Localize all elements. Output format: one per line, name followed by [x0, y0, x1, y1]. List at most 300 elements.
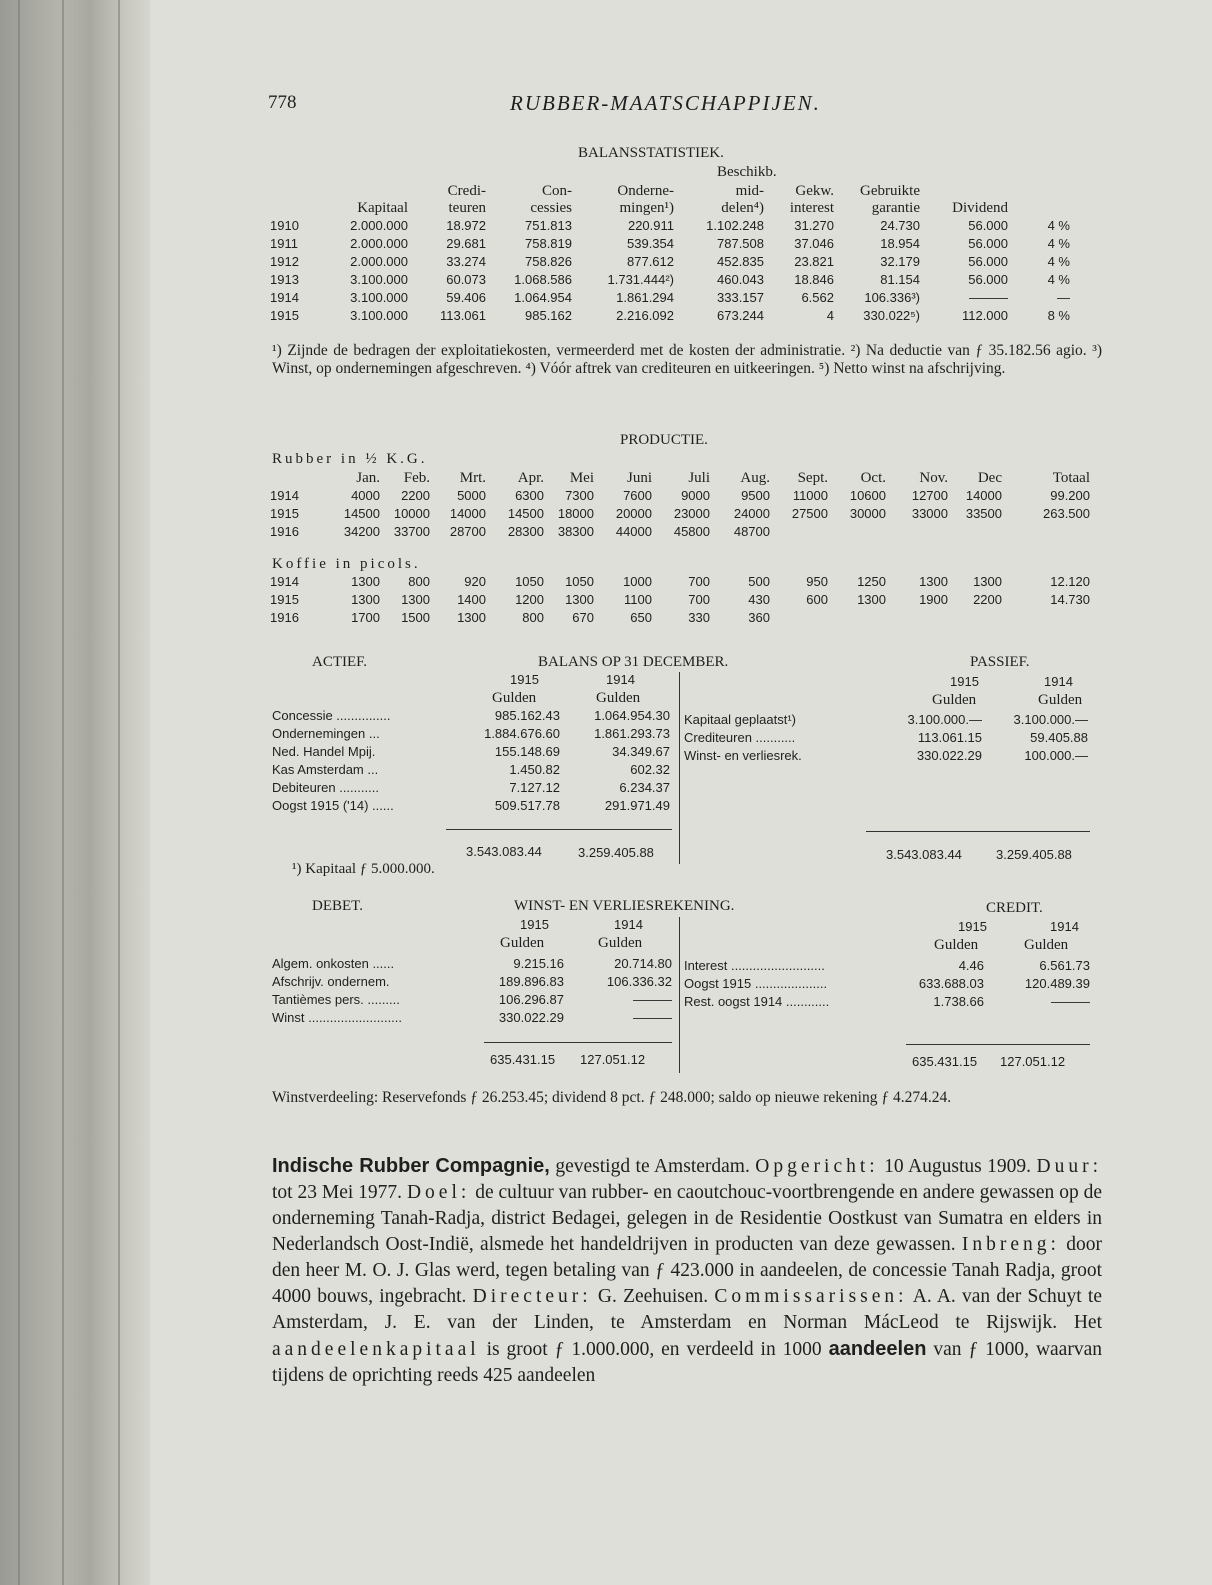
- field-label: aandeelenkapitaal: [272, 1339, 480, 1360]
- table-cell: 1.064.954.30: [594, 708, 670, 723]
- row-label: 1911: [270, 236, 298, 251]
- table-cell: 112.000: [961, 308, 1008, 323]
- table-cell: 600: [806, 592, 828, 607]
- table-cell: 1.068.586: [514, 272, 572, 287]
- table-cell: 9000: [681, 488, 710, 503]
- table-cell: ———: [633, 1010, 672, 1025]
- table-cell: 120.489.39: [1024, 976, 1090, 991]
- table-cell: 7600: [623, 488, 652, 503]
- table-cell: 81.154: [880, 272, 920, 287]
- table-cell: 4 %: [1047, 218, 1070, 233]
- column-divider: [679, 672, 680, 864]
- row-label: Algem. onkosten ......: [272, 956, 395, 971]
- table-cell: 291.971.49: [604, 798, 670, 813]
- passief-total-1914: 3.259.405.88: [996, 847, 1072, 862]
- credit-table: [684, 957, 1090, 1011]
- balans-year-1914-right: 1914: [1044, 674, 1073, 689]
- table-row: [270, 487, 1090, 505]
- table-cell: 1.884.676.60: [484, 726, 560, 741]
- table-cell: 1250: [857, 574, 886, 589]
- row-label: Tantièmes pers. .........: [272, 992, 400, 1007]
- table-cell: 460.043: [717, 272, 764, 287]
- text-run: tot 23 Mei 1977.: [272, 1182, 407, 1203]
- table-cell: 48700: [733, 524, 770, 539]
- table-cell: 787.508: [717, 236, 764, 251]
- column-header: Juli: [688, 470, 710, 486]
- company-name: Indische Rubber Compagnie,: [272, 1155, 550, 1177]
- company-description: [272, 1153, 1102, 1389]
- table-row: [270, 253, 1070, 271]
- table-row: [270, 573, 1090, 591]
- text-run: van ƒ 1000, waarvan tijdens de oprichting reeds 425 aandeelen: [272, 1339, 1102, 1386]
- winstverdeeling: Winstverdeeling: Reservefonds ƒ 26.253.45; dividend 8 pct. ƒ 248.000; saldo op nieuwe rekening ƒ 4.274.24.: [272, 1089, 952, 1106]
- table-cell: 7300: [565, 488, 594, 503]
- debet-total-1915: 635.431.15: [490, 1052, 556, 1067]
- table-row: [270, 235, 1070, 253]
- table-cell: 3.100.000: [350, 272, 408, 287]
- row-label: Interest ..........................: [684, 958, 825, 973]
- column-header: [1008, 200, 1070, 217]
- table-cell: 18.846: [794, 272, 834, 287]
- table-cell: 1.102.248: [706, 218, 764, 233]
- total-rule: [446, 829, 672, 830]
- row-label: Oogst 1915 ('14) ......: [272, 798, 394, 813]
- table-cell: 1.861.293.73: [594, 726, 670, 741]
- table-cell: 29.681: [446, 236, 486, 251]
- table-cell: 11000: [792, 488, 828, 503]
- table-cell: 758.819: [525, 236, 572, 251]
- table-cell: 1900: [919, 592, 948, 607]
- table-cell: 877.612: [627, 254, 674, 269]
- table-cell: 33000: [911, 506, 948, 521]
- table-cell: 34200: [343, 524, 380, 539]
- row-label: 1912: [270, 254, 299, 269]
- table-cell: 189.896.83: [498, 974, 564, 989]
- table-cell: [828, 523, 886, 541]
- text-run: gevestigd te Amsterdam.: [549, 1156, 756, 1177]
- table-cell: 1300: [565, 592, 594, 607]
- column-header: Mei: [569, 470, 594, 486]
- table-row: [270, 609, 1090, 627]
- table-cell: 1300: [973, 574, 1002, 589]
- table-cell: 4.46: [958, 958, 984, 973]
- table-cell: 6300: [515, 488, 544, 503]
- table-cell: 3.100.000: [350, 308, 408, 323]
- table-cell: 100.000.—: [1024, 748, 1088, 763]
- row-label: 1915: [270, 308, 299, 323]
- table-row: [272, 955, 672, 973]
- balans-unit: Gulden: [596, 690, 641, 706]
- table-cell: 330.022.29: [498, 1010, 564, 1025]
- column-header: mingen¹): [619, 200, 674, 216]
- table-cell: 38300: [557, 524, 594, 539]
- table-cell: 430: [748, 592, 770, 607]
- passief-table: [684, 711, 1088, 765]
- table-cell: 700: [688, 592, 710, 607]
- table-cell: 500: [748, 574, 770, 589]
- table-cell: 985.162.43: [494, 708, 560, 723]
- table-cell: 113.061: [439, 308, 486, 323]
- field-label: Opgericht:: [755, 1156, 879, 1177]
- table-cell: 31.270: [794, 218, 834, 233]
- table-row: [684, 975, 1090, 993]
- actief-total-1915: 3.543.083.44: [466, 844, 542, 859]
- table-cell: 2.000.000: [350, 218, 408, 233]
- table-cell: 9500: [741, 488, 770, 503]
- table-cell: 28700: [449, 524, 486, 539]
- table-cell: [770, 609, 828, 627]
- balansstatistiek-table: [270, 183, 1070, 325]
- table-cell: 20000: [615, 506, 652, 521]
- row-label: 1913: [270, 272, 299, 287]
- winst-unit: Gulden: [598, 935, 643, 951]
- row-label: 1915: [270, 592, 299, 607]
- table-row: [270, 289, 1070, 307]
- table-cell: 113.061.15: [917, 730, 982, 745]
- table-cell: 800: [408, 574, 430, 589]
- table-cell: 1700: [351, 610, 380, 625]
- table-cell: 56.000: [968, 218, 1008, 233]
- table-cell: 650: [630, 610, 652, 625]
- rubber-label: Rubber in ½ K.G.: [272, 451, 428, 467]
- table-cell: 1.064.954: [514, 290, 572, 305]
- page-number: 778: [268, 92, 297, 113]
- table-row: [684, 711, 1088, 729]
- spine-edge: [62, 0, 64, 1585]
- table-cell: 24000: [733, 506, 770, 521]
- text-run: is groot ƒ 1.000.000, en verdeeld in 1000: [479, 1339, 829, 1360]
- balans-year-1915: 1915: [510, 672, 539, 687]
- productie-title: PRODUCTIE.: [620, 432, 708, 448]
- table-cell: 452.835: [717, 254, 764, 269]
- table-row: [270, 505, 1090, 523]
- balans-unit: Gulden: [1038, 692, 1083, 708]
- table-cell: 7.127.12: [509, 780, 560, 795]
- column-header: Totaal: [1052, 470, 1090, 486]
- table-row: [272, 761, 670, 779]
- rubber-production-table: [270, 470, 1090, 541]
- table-cell: 28300: [507, 524, 544, 539]
- row-label: 1916: [270, 610, 299, 625]
- koffie-label: Koffie in picols.: [272, 556, 421, 572]
- table-cell: 1300: [351, 592, 380, 607]
- table-cell: 950: [806, 574, 828, 589]
- table-cell: 751.813: [525, 218, 572, 233]
- balans-title: BALANS OP 31 DECEMBER.: [538, 654, 729, 670]
- table-cell: 330: [688, 610, 710, 625]
- balans-footnote: ¹) Kapitaal ƒ 5.000.000.: [292, 861, 435, 877]
- text-run: door den heer M. O. J. Glas werd, tegen betaling van ƒ 423.000 in aandeelen, de concessie Tanah Radja, groot 4000 bouws, ingebracht.: [272, 1234, 1103, 1307]
- column-header: Dividend: [952, 200, 1008, 216]
- table-cell: 1050: [515, 574, 544, 589]
- table-cell: 44000: [615, 524, 652, 539]
- column-header: Mrt.: [459, 470, 486, 486]
- table-cell: ———: [1051, 994, 1090, 1009]
- field-label: Commissarissen:: [714, 1286, 908, 1307]
- column-header: Apr.: [517, 470, 544, 486]
- table-cell: 4 %: [1047, 272, 1070, 287]
- table-cell: 670: [572, 610, 594, 625]
- debet-table: [272, 955, 672, 1027]
- text-run: A. A. van der Schuyt te Amsterdam, J. E. van der Linden, te Amsterdam en Norman MácLeod te Rijswijk. Het: [272, 1286, 1102, 1333]
- table-cell: 4: [826, 308, 834, 323]
- balans-year-1915-right: 1915: [950, 674, 979, 689]
- table-cell: ———: [969, 290, 1008, 305]
- row-label: Ondernemingen ...: [272, 726, 380, 741]
- table-cell: 3.100.000.—: [1013, 712, 1088, 727]
- table-cell: ———: [633, 992, 672, 1007]
- table-cell: 985.162: [525, 308, 572, 323]
- column-header: teuren: [448, 200, 486, 216]
- table-cell: 32.179: [880, 254, 920, 269]
- table-cell: 1.738.66: [933, 994, 984, 1009]
- table-cell: 700: [688, 574, 710, 589]
- column-header: Juni: [626, 470, 652, 486]
- table-cell: 633.688.03: [918, 976, 984, 991]
- table-cell: 602.32: [630, 762, 670, 777]
- table-cell: 1.861.294: [616, 290, 674, 305]
- table-cell: 1050: [565, 574, 594, 589]
- row-label: Kapitaal geplaatst¹): [684, 712, 797, 727]
- table-cell: 4 %: [1047, 236, 1070, 251]
- table-cell: [948, 609, 1002, 627]
- row-label: Winst ..........................: [272, 1010, 403, 1025]
- credit-total-1914: 127.051.12: [1000, 1054, 1066, 1069]
- table-cell: 2200: [401, 488, 430, 503]
- table-cell: 2.000.000: [350, 236, 408, 251]
- balansstatistiek-footnote: ¹) Zijnde de bedragen der exploitatiekosten, vermeerderd met de kosten der administratie. ²) Na deductie van ƒ 35.182.56 agio. ³) Winst, op ondernemingen afgeschreven. ⁴) Vóór aftrek van crediteuren en uitkeeringen. ⁵) Netto winst na afschrijving.: [272, 342, 1102, 377]
- table-cell: 18000: [557, 506, 594, 521]
- column-header: [270, 470, 322, 487]
- column-header: Gebruikte: [860, 183, 920, 199]
- table-row: [270, 271, 1070, 289]
- table-row: [272, 725, 670, 743]
- table-row: [684, 747, 1088, 765]
- table-cell: [886, 609, 948, 627]
- table-cell: 23000: [673, 506, 710, 521]
- text-run: de cultuur van rubber- en caoutchouc-voortbrengende en andere gewassen op de onderneming Tanah-Radja, district Bedagei, gelegen in de Residentie Oostkust van Sumatra en elders in Nederlandsch Oost-Indië, alsmede het handeldrijven in producten van deze gewassen.: [272, 1182, 1103, 1255]
- table-row: [272, 779, 670, 797]
- book-spine: [0, 0, 150, 1585]
- table-cell: 14000: [449, 506, 486, 521]
- column-header: delen⁴): [721, 200, 764, 216]
- table-cell: 45800: [673, 524, 710, 539]
- column-header: garantie: [871, 200, 920, 216]
- column-header: Con-: [542, 183, 572, 199]
- table-cell: 106.296.87: [498, 992, 564, 1007]
- table-cell: 1300: [919, 574, 948, 589]
- table-cell: 360: [748, 610, 770, 625]
- total-rule: [484, 1042, 672, 1043]
- column-header: Onderne-: [617, 183, 674, 199]
- winst-unit: Gulden: [500, 935, 545, 951]
- table-cell: —: [1057, 290, 1070, 305]
- table-cell: 1300: [401, 592, 430, 607]
- column-header: Oct.: [860, 470, 886, 486]
- winst-title: WINST- EN VERLIESREKENING.: [514, 898, 735, 914]
- table-cell: 18.972: [446, 218, 486, 233]
- column-header: Credi-: [447, 183, 486, 199]
- table-cell: 1400: [457, 592, 486, 607]
- table-cell: 34.349.67: [612, 744, 670, 759]
- table-cell: 14500: [343, 506, 380, 521]
- table-cell: 4 %: [1047, 254, 1070, 269]
- passief-total-1915: 3.543.083.44: [886, 847, 962, 862]
- spine-edge: [118, 0, 120, 1585]
- table-cell: 2.216.092: [616, 308, 674, 323]
- total-rule: [906, 1044, 1090, 1045]
- text-run: G. Zeehuisen.: [591, 1286, 715, 1307]
- table-cell: 14000: [965, 488, 1002, 503]
- table-cell: 56.000: [968, 254, 1008, 269]
- winst-unit: Gulden: [934, 937, 979, 953]
- row-label: 1914: [270, 290, 299, 305]
- table-cell: 10600: [849, 488, 886, 503]
- table-cell: 1300: [457, 610, 486, 625]
- balans-unit: Gulden: [932, 692, 977, 708]
- row-label: Afschrijv. ondernem.: [272, 974, 390, 989]
- table-row: [270, 307, 1070, 325]
- table-cell: 1300: [351, 574, 380, 589]
- table-cell: 330.022⁵): [863, 308, 920, 323]
- column-header: cessies: [530, 200, 572, 216]
- debet-total-1914: 127.051.12: [580, 1052, 646, 1067]
- row-label: 1914: [270, 488, 299, 503]
- table-cell: 9.215.16: [513, 956, 564, 971]
- winst-year-1915: 1915: [520, 917, 549, 932]
- passief-title: PASSIEF.: [970, 654, 1030, 670]
- table-cell: 37.046: [794, 236, 834, 251]
- winst-unit: Gulden: [1024, 937, 1069, 953]
- table-cell: 33.274: [446, 254, 486, 269]
- winst-year-1914: 1914: [614, 917, 643, 932]
- table-header-row: [270, 200, 1070, 217]
- table-cell: [948, 523, 1002, 541]
- credit-title: CREDIT.: [986, 900, 1043, 916]
- table-cell: 10000: [393, 506, 430, 521]
- table-cell: 1300: [857, 592, 886, 607]
- column-header: [270, 200, 326, 217]
- row-label: Crediteuren ...........: [684, 730, 796, 745]
- table-cell: 2200: [973, 592, 1002, 607]
- table-cell: 1000: [623, 574, 652, 589]
- table-header-row: [270, 183, 1070, 200]
- table-cell: 800: [522, 610, 544, 625]
- table-header-row: [270, 470, 1090, 487]
- table-cell: 5000: [457, 488, 486, 503]
- column-header: Jan.: [356, 470, 380, 486]
- table-cell: 18.954: [880, 236, 920, 251]
- table-cell: 673.244: [717, 308, 764, 323]
- row-label: Kas Amsterdam ...: [272, 762, 379, 777]
- table-cell: [1002, 523, 1090, 541]
- column-header: Kapitaal: [357, 200, 408, 216]
- column-header: [1008, 183, 1070, 200]
- debet-title: DEBET.: [312, 898, 363, 914]
- table-cell: 1500: [401, 610, 430, 625]
- row-label: Concessie ...............: [272, 708, 391, 723]
- table-row: [272, 991, 672, 1009]
- spine-edge: [18, 0, 20, 1585]
- table-row: [270, 217, 1070, 235]
- table-row: [684, 957, 1090, 975]
- table-cell: 3.100.000: [350, 290, 408, 305]
- table-cell: [828, 609, 886, 627]
- table-cell: 20.714.80: [614, 956, 672, 971]
- table-cell: 59.405.88: [1030, 730, 1088, 745]
- row-label: Debiteuren ...........: [272, 780, 379, 795]
- table-row: [270, 523, 1090, 541]
- table-cell: 56.000: [968, 272, 1008, 287]
- table-row: [684, 993, 1090, 1011]
- table-cell: 3.100.000.—: [907, 712, 982, 727]
- table-cell: 30000: [849, 506, 886, 521]
- beschikb-header: Beschikb.: [717, 164, 777, 180]
- row-label: Rest. oogst 1914 ............: [684, 994, 830, 1009]
- column-header: [920, 183, 1008, 200]
- table-cell: 1100: [624, 592, 652, 607]
- aandeelen-label: aandeelen: [828, 1338, 927, 1360]
- balans-unit: Gulden: [492, 690, 537, 706]
- actief-total-1914: 3.259.405.88: [578, 845, 654, 860]
- table-cell: 220.911: [627, 218, 674, 233]
- table-row: [272, 743, 670, 761]
- table-cell: 1.731.444²): [607, 272, 674, 287]
- winst-year-1914-right: 1914: [1050, 919, 1079, 934]
- balans-year-1914: 1914: [606, 672, 635, 687]
- field-label: Duur:: [1036, 1156, 1102, 1177]
- row-label: 1916: [270, 524, 299, 539]
- table-cell: 539.354: [627, 236, 674, 251]
- row-label: 1914: [270, 574, 299, 589]
- column-header: [326, 183, 408, 200]
- actief-title: ACTIEF.: [312, 654, 368, 670]
- table-cell: 920: [464, 574, 486, 589]
- actief-table: [272, 707, 670, 815]
- table-cell: 8 %: [1047, 308, 1070, 323]
- total-rule: [866, 831, 1090, 832]
- table-cell: 106.336³): [864, 290, 920, 305]
- row-label: 1915: [270, 506, 299, 521]
- table-cell: 1.450.82: [509, 762, 560, 777]
- table-cell: 155.148.69: [494, 744, 560, 759]
- table-cell: [1002, 609, 1090, 627]
- column-divider: [679, 917, 680, 1073]
- column-header: [270, 183, 326, 200]
- column-header: Dec: [977, 470, 1002, 486]
- table-row: [272, 973, 672, 991]
- field-label: Directeur:: [472, 1286, 592, 1307]
- table-cell: 333.157: [717, 290, 764, 305]
- table-cell: [886, 523, 948, 541]
- table-row: [272, 707, 670, 725]
- table-cell: 2.000.000: [350, 254, 408, 269]
- table-cell: 509.517.78: [494, 798, 560, 813]
- column-header: interest: [789, 200, 834, 216]
- table-cell: 6.562: [801, 290, 834, 305]
- table-cell: 14500: [507, 506, 544, 521]
- table-cell: 56.000: [968, 236, 1008, 251]
- table-cell: 23.821: [794, 254, 834, 269]
- running-title: RUBBER-MAATSCHAPPIJEN.: [510, 91, 821, 115]
- table-cell: 33700: [393, 524, 430, 539]
- table-cell: 263.500: [1043, 506, 1090, 521]
- field-label: Doel:: [406, 1182, 471, 1203]
- column-header: Aug.: [740, 470, 770, 486]
- table-cell: 12700: [911, 488, 948, 503]
- table-cell: 12.120: [1050, 574, 1090, 589]
- balansstatistiek-title: BALANSSTATISTIEK.: [578, 145, 724, 161]
